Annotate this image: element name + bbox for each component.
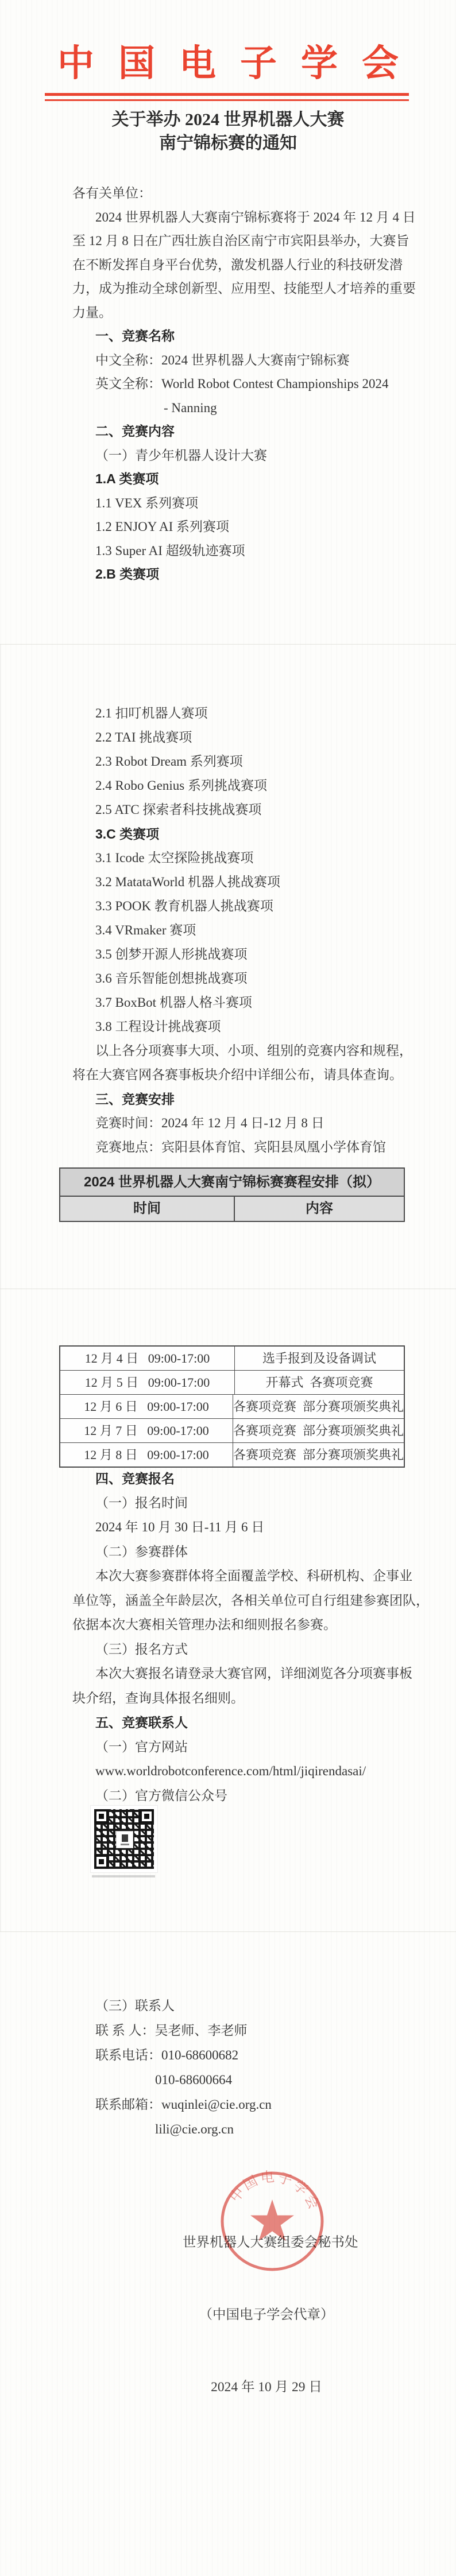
registration-time: 2024 年 10 月 30 日-11 月 6 日 [95,1520,265,1534]
official-seal [219,2170,326,2272]
contact-email-1: 联系邮箱：wuqinlei@cie.org.cn [95,2097,272,2112]
document-title-line2: 南宁锦标赛的通知 [159,134,297,153]
intro-line-1: 2024 世界机器人大赛南宁锦标赛将于 2024 年 12 月 4 日 [95,210,416,224]
list-item: 2.5 ATC 探索者科技挑战赛项 [95,802,262,817]
table-row: 12 月 4 日 09:00-17:00 选手报到及设备调试 [60,1347,404,1370]
list-item: 3.8 工程设计挑战赛项 [95,1019,221,1034]
qr-finder-topright [140,1809,154,1824]
list-item: 2.2 TAI 挑战赛项 [95,730,192,744]
schedule-table-title: 2024 世界机器人大赛南宁锦标赛赛程安排（拟） [83,1174,381,1190]
intro-line-5: 力量。 [72,305,112,320]
salutation: 各有关单位： [72,186,152,200]
schedule-col-time: 时间 [60,1197,235,1221]
intro-line-3: 在不断发挥自身平台优势，激发机器人行业的科技研发潜 [72,257,403,272]
contest-name-en: 英文全称：World Robot Contest Championships 2024 [95,377,389,391]
section1-heading: 一、竞赛名称 [95,328,175,343]
schedule-table-body [59,1345,405,1468]
contact-person: 联 系 人：吴老师、李老师 [95,2023,248,2038]
section4-heading: 四、竞赛报名 [95,1471,175,1486]
document-title-line1: 关于举办 2024 世界机器人大赛 [111,110,345,129]
section4-sub1: （一）报名时间 [95,1495,188,1510]
qr-caption [92,1875,155,1877]
page-4 [0,1931,456,2576]
official-website-url: www.worldrobotconference.com/html/jiqirendasai/ [95,1764,366,1778]
seal-arc-text: 中国电子学会 [227,2170,322,2214]
section2-heading: 二、竞赛内容 [95,424,175,439]
category-a-heading: 1.A 类赛项 [95,471,159,486]
section4-sub3: （三）报名方式 [95,1642,188,1656]
contact-phone-1: 联系电话：010-68600682 [95,2048,239,2062]
list-item: 3.5 创梦开源人形挑战赛项 [95,947,248,961]
signature-org-line1: 世界机器人大赛组委会秘书处 [183,2235,358,2250]
list-item: 1.3 Super AI 超级轨迹赛项 [95,543,245,558]
group-line-1: 本次大赛参赛群体将全面覆盖学校、科研机构、企事业 [95,1569,412,1583]
list-item: 2.3 Robot Dream 系列赛项 [95,754,243,769]
schedule-col-content: 内容 [306,1201,333,1216]
list-item: 2.4 Robo Genius 系列挑战赛项 [95,778,267,793]
section5-sub1: （一）官方网站 [95,1739,188,1754]
section5-heading: 五、竞赛联系人 [95,1715,188,1730]
document-title [0,108,456,155]
category-c-heading: 3.C 类赛项 [95,827,160,841]
signature-org-line2: （中国电子学会代章） [199,2307,334,2322]
contact-email-2: lili@cie.org.cn [155,2122,234,2136]
svg-text:中国电子学会 [227,2170,322,2214]
list-item: 3.6 音乐智能创想挑战赛项 [95,971,248,986]
intro-line-4: 力，成为推动全球创新型、应用型、技能型人才培养的重要 [72,281,416,296]
list-item: 3.2 MatataWorld 机器人挑战赛项 [95,875,281,889]
section3-heading: 三、竞赛安排 [95,1092,175,1107]
table-row: 12 月 7 日 09:00-17:00 各赛项竞赛 部分赛项颁奖典礼 [60,1418,404,1442]
section2-sub1: （一）青少年机器人设计大赛 [95,448,267,463]
section2-note-line1: 以上各分项赛事大项、小项、组别的竞赛内容和规程， [95,1043,412,1058]
group-line-3: 依据本次大赛相关管理办法和细则报名参赛。 [72,1617,337,1632]
page-2 [0,644,456,1289]
qr-finder-bottomleft [94,1855,109,1869]
method-line-1: 本次大赛报名请登录大赛官网，详细浏览各分项赛事板 [95,1666,412,1681]
contest-name-cn: 中文全称：2024 世界机器人大赛南宁锦标赛 [95,352,350,367]
list-item: 3.7 BoxBot 机器人格斗赛项 [95,995,252,1010]
section4-sub2: （二）参赛群体 [95,1544,188,1559]
wechat-qr-code [90,1805,158,1873]
qr-center-logo [116,1831,133,1848]
section2-note-line2: 将在大赛官网各赛事板块介绍中详细公布，请具体查询。 [72,1068,403,1082]
table-row: 12 月 6 日 09:00-17:00 各赛项竞赛 部分赛项颁奖典礼 [60,1394,404,1418]
intro-line-2: 至 12 月 8 日在广西壮族自治区南宁市宾阳县举办，大赛旨 [72,234,409,248]
schedule-table-head [59,1167,405,1222]
method-line-2: 块介绍，查询具体报名细则。 [72,1690,244,1705]
star-icon [250,2199,294,2241]
contacts-sub3: （三）联系人 [95,1999,175,2013]
group-line-2: 单位等，涵盖全年龄层次，各相关单位可自行组建参赛团队， [72,1593,429,1608]
header-rule-thin [45,99,409,101]
section5-sub2: （二）官方微信公众号 [95,1788,227,1803]
page-1 [0,0,456,644]
qr-finder-topleft [94,1809,109,1824]
contest-name-en-cont: - Nanning [164,400,217,415]
list-item: 3.4 VRmaker 赛项 [95,923,196,937]
list-item: 2.1 扣叮机器人赛项 [95,706,208,720]
category-b-heading: 2.B 类赛项 [95,567,160,581]
organization-title: 中国电子学会 [57,43,423,84]
contest-time: 竞赛时间：2024 年 12 月 4 日-12 月 8 日 [95,1116,324,1130]
list-item: 1.1 VEX 系列赛项 [95,495,199,510]
page-3 [0,1289,456,1932]
table-row: 12 月 8 日 09:00-17:00 各赛项竞赛 部分赛项颁奖典礼 [60,1442,404,1467]
list-item: 3.1 Icode 太空探险挑战赛项 [95,851,254,865]
list-item: 3.3 POOK 教育机器人挑战赛项 [95,899,273,913]
table-row: 12 月 5 日 09:00-17:00 开幕式 各赛项竞赛 [60,1370,404,1394]
list-item: 1.2 ENJOY AI 系列赛项 [95,519,229,534]
contact-phone-2: 010-68600664 [155,2073,233,2087]
header-rule-thick [45,93,409,96]
contest-venue: 竞赛地点：宾阳县体育馆、宾阳县凤凰小学体育馆 [95,1140,386,1154]
signature-date: 2024 年 10 月 29 日 [211,2380,322,2395]
